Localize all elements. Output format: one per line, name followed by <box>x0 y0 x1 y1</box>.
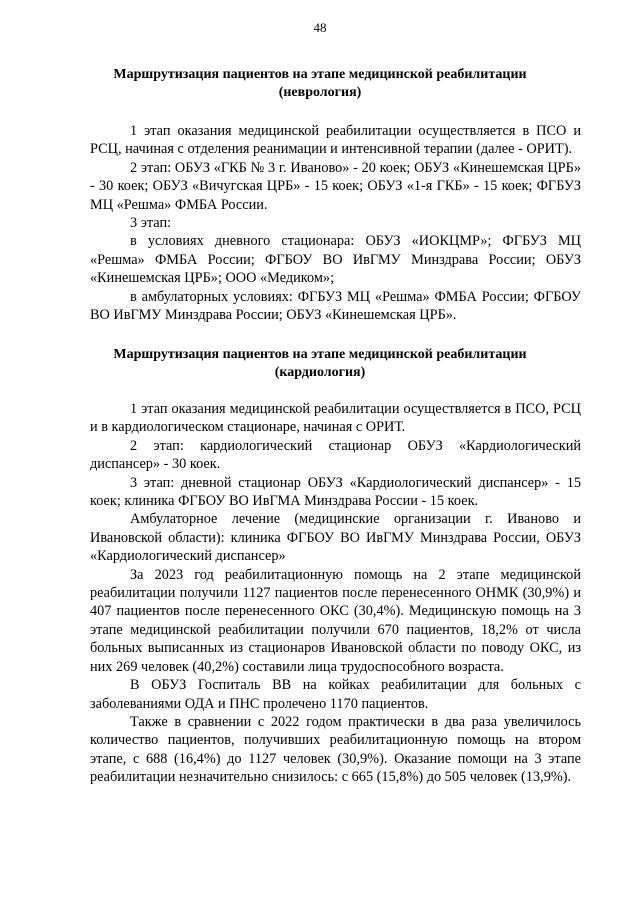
neuro-paragraph-stage2: 2 этап: ОБУЗ «ГКБ № 3 г. Иваново» - 20 коек; ОБУЗ «Кинешемская ЦРБ» - 30 коек; ОБУЗ «Вичугская ЦРБ» - 15 коек; ОБУЗ «1-я ГКБ» - 15 коек; ФГБУЗ МЦ «Решма» ФМБА России. <box>90 159 581 213</box>
cardio-paragraph-comparison: Также в сравнении с 2022 годом практически в два раза увеличилось количество пациентов, получивших реабилитационную помощь на втором этапе, с 688 (16,4%) до 1127 человек (30,9%). Оказание помощи на 3 этапе реабилитации незначительно снизилось: с 665 (15,8%) до 505 человек (13,9%). <box>90 713 581 786</box>
cardio-paragraph-stage3: 3 этап: дневной стационар ОБУЗ «Кардиологический диспансер» - 15 коек; клиника ФГБОУ ВО ИвГМА Минздрава России - 15 коек. <box>90 474 581 510</box>
heading-cardiology-line2: (кардиология) <box>274 365 366 380</box>
heading-neurology-line1: Маршрутизация пациентов на этапе медицинской реабилитации <box>113 67 527 82</box>
neuro-paragraph-stage1: 1 этап оказания медицинской реабилитации осуществляется в ПСО и РСЦ, начиная с отделения реанимации и интенсивной терапии (далее - ОРИТ). <box>90 123 581 158</box>
cardiology-body <box>90 400 581 787</box>
cardio-paragraph-stage2: 2 этап: кардиологический стационар ОБУЗ «Кардиологический диспансер» - 30 коек. <box>90 437 581 473</box>
cardio-paragraph-outpatient: Амбулаторное лечение (медицинские организации г. Иваново и Ивановской области): клиника ФГБОУ ВО ИвГМУ Минздрава России, ОБУЗ «Кардиологический диспансер» <box>90 511 581 565</box>
neurology-body <box>90 122 581 324</box>
neuro-paragraph-stage3-title: 3 этап: <box>130 215 172 232</box>
heading-neurology-line2: (неврология) <box>278 85 362 100</box>
neuro-paragraph-outpatient: в амбулаторных условиях: ФГБУЗ МЦ «Решма» ФМБА России; ФГБОУ ВО ИвГМУ Минздрава России; ОБУЗ «Кинешемская ЦРБ». <box>90 288 581 324</box>
heading-cardiology-line1: Маршрутизация пациентов на этапе медицинской реабилитации <box>113 347 527 362</box>
cardio-paragraph-stage1: 1 этап оказания медицинской реабилитации осуществляется в ПСО, РСЦ и в кардиологическом стационаре, начиная с ОРИТ. <box>90 401 581 436</box>
page-number: 48 <box>313 20 327 35</box>
cardio-paragraph-hospital-vv: В ОБУЗ Госпиталь ВВ на койках реабилитации для больных с заболеваниями ОДА и ПНС пролечено 1170 пациентов. <box>90 677 581 712</box>
cardio-paragraph-stats-2023: За 2023 год реабилитационную помощь на 2 этапе медицинской реабилитации получили 1127 пациентов после перенесенного ОНМК (30,9%) и 407 пациентов после перенесенного ОКС (30,4%). Медицинскую помощь на 3 этапе медицинской реабилитации получили 670 пациентов, 18,2% от числа больных выписанных из стационаров Ивановской области по поводу ОКС, из них 269 человек (40,2%) составили лица трудоспособного возраста. <box>90 566 581 675</box>
neuro-paragraph-day-hospital: в условиях дневного стационара: ОБУЗ «ИОКЦМР»; ФГБУЗ МЦ «Решма» ФМБА России; ФГБОУ ВО ИвГМУ Минздрава России; ОБУЗ «Кинешемская ЦРБ»; ООО «Медиком»; <box>90 233 581 287</box>
heading-neurology <box>90 66 550 102</box>
heading-cardiology <box>90 346 550 382</box>
